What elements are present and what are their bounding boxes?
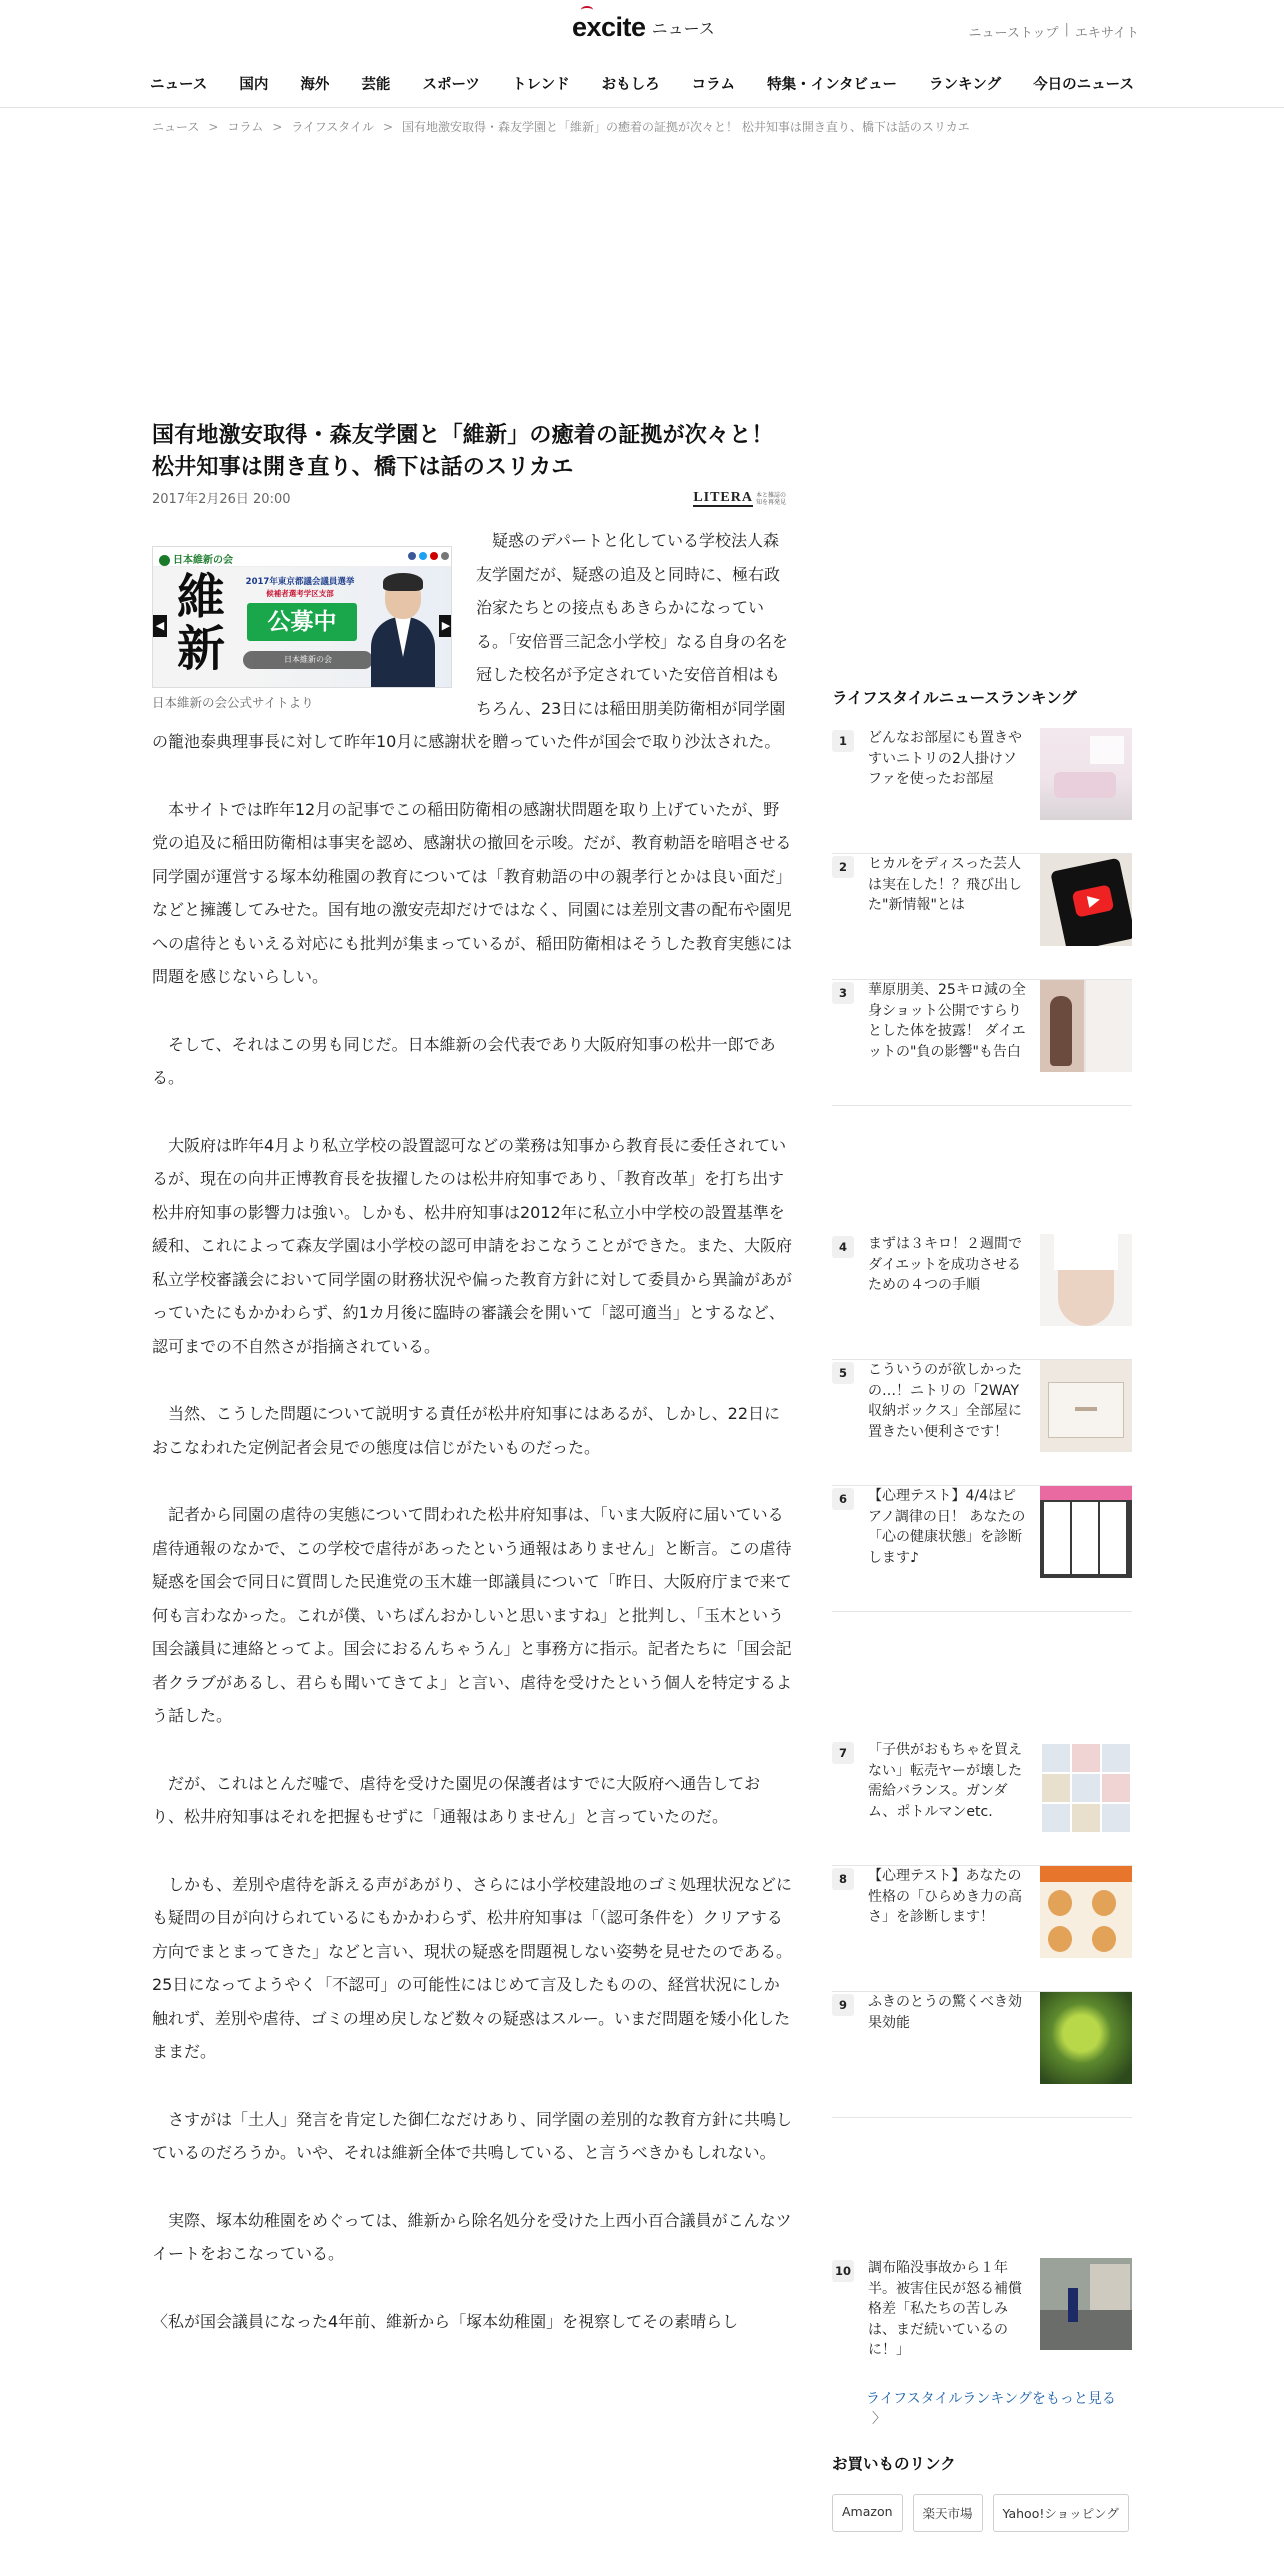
top-links [969,22,1139,41]
figure-caption: 日本維新の会公式サイトより [152,695,314,710]
nav-trend[interactable]: トレンド [511,77,570,93]
article-paragraph: さすがは「土人」発言を肯定した御仁なだけあり、同学園の差別的な教育方針に共鳴しているのだろうか。いや、それは維新全体で共鳴している、と言うべきかもしれない。 [152,2109,793,2162]
more-ranking-link[interactable]: ライフスタイルランキングをもっと見る〉 [866,2391,1116,2427]
rank-number: 5 [832,1362,854,1384]
fukinoto-thumbnail [1040,1992,1132,2084]
rank-number: 7 [832,1742,854,1764]
rank-title: ヒカルをディスった芸人は実在した！？飛び出した"新情報"とは [868,856,1022,913]
rank-title: こういうのが欲しかったの…！ニトリの「2WAY収納ボックス」全部屋に置きたい便利さです！ [868,1362,1022,1440]
full-body-thumbnail [1040,980,1132,1072]
article-paragraph: だが、これはとんだ嘘で、虐待を受けた園児の保護者はすでに大阪府へ通告しており、松井府知事はそれを把握もせずに「通報はありません」と言っていたのだ。 [152,1773,761,1826]
amazon-link[interactable]: Amazon [832,2494,903,2532]
article-figure [152,546,452,711]
rank-number: 2 [832,856,854,878]
ishin-website-image[interactable] [152,546,452,688]
site-header [0,0,1284,108]
excite-news-logo[interactable] [572,12,715,43]
rank-number: 4 [832,1236,854,1258]
ranking-item[interactable] [832,854,1132,980]
ad-space [152,155,1132,415]
rank-number: 10 [832,2260,854,2282]
storage-box-thumbnail [1040,1360,1132,1452]
article-paragraph: 〈私が国会議員になった4年前、維新から「塚本幼稚園」を視察してその素晴らし [152,2311,739,2331]
excite-logo: excite [572,12,646,43]
breadcrumb-lifestyle[interactable]: ライフスタイル [291,120,374,134]
ranking-item[interactable] [832,2258,1132,2370]
breadcrumb-current: 国有地激安取得・森友学園と「維新」の癒着の証拠が次々と！ 松井知事は開き直り、橋下は話のスリカエ [402,120,970,134]
article-paragraph: 大阪府は昨年4月より私立学校の設置認可などの業務は知事から教育長に委任されているが、現在の向井正博教育長を抜擢したのは松井府知事であり、「教育改革」を打ち出す松井府知事の影響力は強い。しかも、松井府知事は2012年に私立小中学校の設置基準を緩和、これによって森友学園は小学校の認可申請をおこなうことができた。また、大阪府私立学校審議会において同学園の財務状況や偏った教育方針に対して委員から異論があがっていたにもかかわらず、約1カ月後に臨時の審議会を開いて「認可適当」とするなど、認可までの不自然さが指摘されている。 [152,1135,793,1356]
yahoo-shopping-link[interactable]: Yahoo!ショッピング [993,2494,1129,2532]
article-title: 国有地激安取得・森友学園と「維新」の癒着の証拠が次々と！ 松井知事は開き直り、橋下は話のスリカエ [152,423,774,480]
chevron-right-icon: 〉 [872,2411,886,2427]
litera-logo[interactable] [693,491,786,507]
figure-election-text: 2017年東京都議会議員選挙 候補者選考学区支部 [245,577,355,598]
breadcrumb-separator: > [272,120,283,134]
logo-news-label: ニュース [651,19,715,38]
rank-title: 調布陥没事故から１年半。被害住民が怒る補償格差「私たちの苦しみは、まだ続いているのに！」 [868,2260,1022,2358]
article-paragraph: そして、それはこの男も同じだ。日本維新の会代表であり大阪府知事の松井一郎である。 [152,1034,776,1087]
figure-party-name: 日本維新の会 [159,551,233,566]
ranking-item[interactable] [832,728,1132,854]
breadcrumb-column[interactable]: コラム [227,120,264,134]
nav-entertainment[interactable]: 芸能 [361,77,391,93]
figure-banner [153,567,452,688]
youtube-tablet-thumbnail [1040,854,1132,946]
rank-number: 1 [832,730,854,752]
ranking-item[interactable] [832,1740,1132,1866]
menu-icon [441,552,449,560]
rank-number: 8 [832,1868,854,1890]
street-thumbnail [1040,2258,1132,2350]
rank-title: ふきのとうの驚くべき効果効能 [868,1994,1022,2031]
shopping-links [832,2494,1132,2532]
ranking-item[interactable] [832,980,1132,1106]
article-paragraph: 記者から同園の虐待の実態について問われた松井府知事は、「いま大阪府に届いている虐待通報のなかで、この学校で虐待があったという通報はありません」と断言。この虐待疑惑を国会で同日に質問した民進党の玉木雄一郎議員について「昨日、大阪府庁まで来て何も言わなかった。これが僕、いちばんおかしいと思いますね」と批判し、「玉木という国会議員に連絡とってよ。国会におるんちゃうん」と事務方に指示。記者たちに「国会記者クラブがあるし、君らも聞いてきてよ」と言い、虐待を受けたという個人を特定するよう話した。 [152,1505,793,1725]
rank-title: 「子供がおもちゃを買えない」転売ヤーが壊した需給バランス。ガンダム、ポトルマンetc. [868,1742,1022,1820]
sidebar-ad-space [832,1612,1132,1740]
rank-title: 【心理テスト】4/4はピアノ調律の日！ あなたの「心の健康状態」を診断します♪ [868,1488,1026,1566]
article-meta [152,488,792,512]
nav-sports[interactable]: スポーツ [422,77,480,93]
figure-topbar [153,547,452,567]
ranking-item[interactable] [832,1866,1132,1992]
nav-news[interactable]: ニュース [150,77,208,93]
nav-column[interactable]: コラム [691,77,736,93]
rank-title: 華原朋美、25キロ減の全身ショット公開ですらりとした体を披露！ ダイエットの"負の影響"も告白 [868,982,1026,1060]
rank-number: 6 [832,1488,854,1510]
article-date: 2017年2月26日 20:00 [152,492,291,507]
article-body [152,524,792,2338]
article-paragraph: 本サイトでは昨年12月の記事でこの稲田防衛相の感謝状問題を取り上げていたが、野党の追及に稲田防衛相は事実を認め、感謝状の撤回を示唆。だが、教育勅語を暗唱させる同学園が運営する塚本幼稚園の教育については「教育勅語の中の親孝行とかは良い面だ」などと擁護してみせた。国有地の激安売却だけではなく、同園には差別文書の配布や園児への虐待ともいえる対応にも批判が集まっているが、稲田防衛相はそうした教育実態には問題を感じないらしい。 [152,799,793,986]
nav-features[interactable]: 特集・インタビュー [767,77,897,93]
chevron-right-icon: ▶ [439,615,452,637]
sidebar-ad-space [832,2118,1132,2258]
figure-recruit-badge: 公募中 [247,603,357,641]
litera-logo-text: LITERA [693,490,753,505]
facebook-icon [408,552,416,560]
nav-domestic[interactable]: 国内 [239,77,269,93]
article-paragraph: しかも、差別や虐待を訴える声があがり、さらには小学校建設地のゴミ処理状況などにも疑問の目が向けられているにもかかわらず、松井府知事は「（認可条件を）クリアする方向でまとまってきた」などと言い、現状の疑惑を問題視しない姿勢を見せたのである。25日になってようやく「不認可」の可能性にはじめて言及したものの、経営状況にしか触れず、差別や虐待、ゴミの埋め戻しなど数々の疑惑はスルー。いまだ問題を矮小化したままだ。 [152,1874,793,2061]
article-paragraph: 実際、塚本幼稚園をめぐっては、維新から除名処分を受けた上西小百合議員がこんなツイートをおこなっている。 [152,2210,792,2263]
litera-logo-sub: 本と雑誌の知を再発見 [756,492,787,506]
piano-quiz-thumbnail [1040,1486,1132,1578]
ranking-item[interactable] [832,1992,1132,2118]
rank-title: まずは３キロ！２週間でダイエットを成功させるための４つの手順 [868,1236,1022,1293]
article [152,420,792,2372]
rank-number: 9 [832,1994,854,2016]
breadcrumb-separator: > [208,120,219,134]
global-nav [150,73,1134,94]
rank-title: どんなお部屋にも置きやすいニトリの2人掛けソファを使ったお部屋 [868,730,1022,787]
figure-share-icons [408,552,449,560]
toy-shelf-thumbnail [1040,1740,1132,1832]
nav-funny[interactable]: おもしろ [601,77,660,93]
top-links-separator: | [1064,22,1069,37]
youtube-icon [430,552,438,560]
nav-today[interactable]: 今日のニュース [1033,77,1134,93]
bear-quiz-thumbnail [1040,1866,1132,1958]
excite-site-link[interactable]: エキサイト [1074,26,1139,41]
ranking-item[interactable] [832,1234,1132,1360]
rank-title: 【心理テスト】あなたの性格の「ひらめき力の高さ」を診断します！ [868,1868,1022,1925]
sofa-room-thumbnail [1040,728,1132,820]
figure-big-text: 維新 [176,569,225,677]
rank-number: 3 [832,982,854,1004]
waist-thumbnail [1040,1234,1132,1326]
politician-photo [371,571,435,688]
ranking-item[interactable] [832,1486,1132,1612]
news-top-link[interactable]: ニューストップ [968,26,1059,41]
breadcrumb-separator: > [382,120,394,134]
ranking-item[interactable] [832,1360,1132,1486]
figure-footer-text: 日本維新の会 [243,651,373,669]
sidebar-ad-space [832,1106,1132,1234]
ranking-title: ライフスタイルニュースランキング [832,689,1077,707]
sidebar [832,686,1132,2532]
article-paragraph: 当然、こうした問題について説明する責任が松井府知事にはあるが、しかし、22日におこなわれた定例記者会見での態度は信じがたいものだった。 [152,1404,781,1457]
chevron-left-icon: ◀ [153,615,167,637]
rakuten-link[interactable]: 楽天市場 [913,2494,983,2532]
breadcrumb-news[interactable]: ニュース [152,120,200,134]
nav-ranking[interactable]: ランキング [929,77,1002,93]
twitter-icon [419,552,427,560]
breadcrumb [152,118,1152,135]
shopping-links-title: お買いものリンク [832,2455,956,2473]
article-paragraph: 疑惑のデパートと化している学校法人森友学園だが、疑惑の追及と同時に、極右政治家たちとの接点もあきらかになっている。「安倍晋三記念小学校」なる自身の名を冠した校名が予定されていた安倍首相はもちろん、23日には稲田朋美防衛相が同学園の籠池泰典理事長に対して昨年10月に感謝状を贈っていた件が国会で取り沙汰された。 [152,531,789,751]
nav-overseas[interactable]: 海外 [300,77,330,93]
